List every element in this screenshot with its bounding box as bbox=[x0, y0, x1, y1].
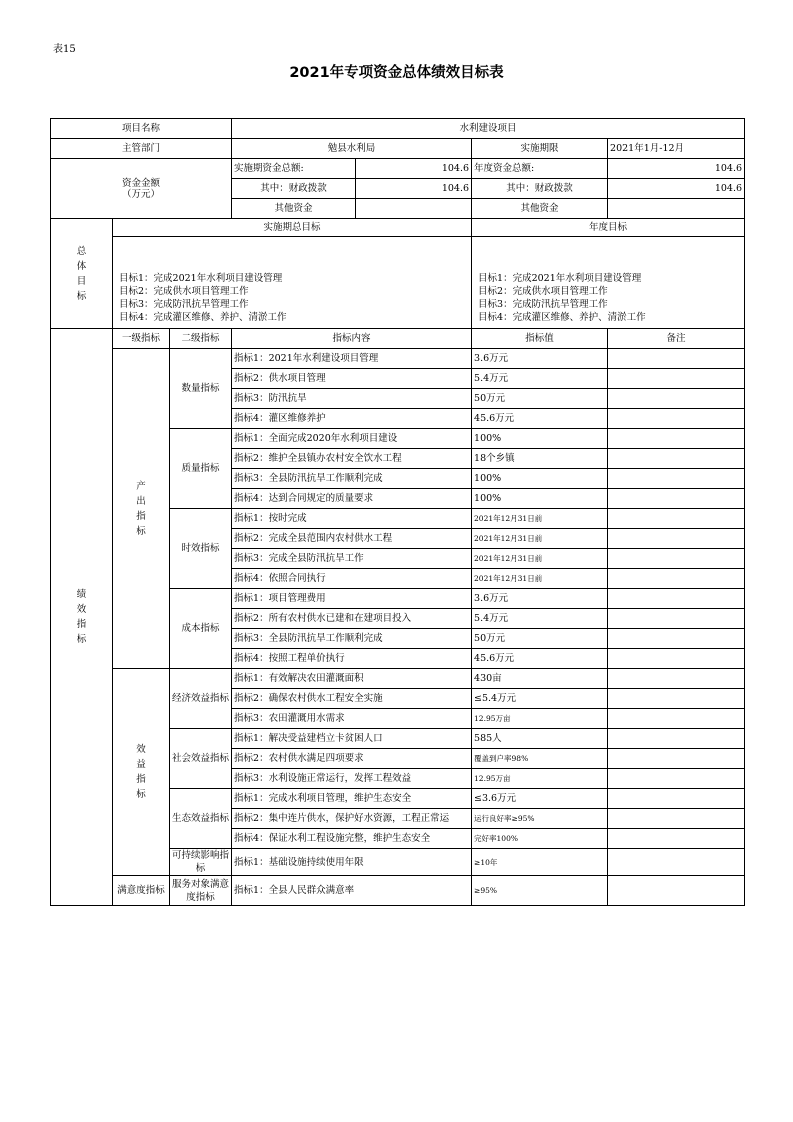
table-row bbox=[51, 669, 745, 689]
goal-line: 目标1：完成2021年水利项目建设管理 bbox=[119, 273, 283, 284]
benefit-indicators-label: 效 益 指 标 bbox=[113, 669, 170, 876]
indicator-content: 指标3：水利设施正常运行，发挥工程效益 bbox=[232, 769, 472, 789]
indicator-note bbox=[608, 689, 745, 709]
indicator-value: 2021年12月31日前 bbox=[472, 549, 608, 569]
indicator-note bbox=[608, 429, 745, 449]
indicator-value: 18个乡镇 bbox=[472, 449, 608, 469]
indicator-note bbox=[608, 349, 745, 369]
indicator-value: 完好率100% bbox=[472, 829, 608, 849]
goal-line: 目标1：完成2021年水利项目建设管理 bbox=[478, 273, 642, 284]
total-funds-label: 实施期资金总额: bbox=[232, 159, 356, 179]
document-label: 表15 bbox=[53, 44, 76, 55]
quantity-indicators-label: 数量指标 bbox=[170, 349, 232, 429]
indicator-value: 3.6万元 bbox=[472, 349, 608, 369]
indicator-value: 2021年12月31日前 bbox=[472, 509, 608, 529]
indicator-note bbox=[608, 489, 745, 509]
indicator-note bbox=[608, 849, 745, 876]
col-level2-header: 二级指标 bbox=[170, 329, 232, 349]
indicator-note bbox=[608, 669, 745, 689]
col-note-header: 备注 bbox=[608, 329, 745, 349]
indicator-note bbox=[608, 729, 745, 749]
indicator-content: 指标4：灌区维修养护 bbox=[232, 409, 472, 429]
satisfaction-indicators-label: 满意度指标 bbox=[113, 876, 170, 906]
indicator-value: 12.95万亩 bbox=[472, 769, 608, 789]
col-level1-header: 一级指标 bbox=[113, 329, 170, 349]
indicator-content: 指标4：保证水利工程设施完整，维护生态安全 bbox=[232, 829, 472, 849]
funds-label: 资金金额 bbox=[122, 177, 161, 189]
indicator-value: ≥10年 bbox=[472, 849, 608, 876]
indicator-content: 指标4：依照合同执行 bbox=[232, 569, 472, 589]
total-funds-value: 104.6 bbox=[356, 159, 472, 179]
overall-goals-label: 总 体 目 标 bbox=[51, 219, 113, 329]
indicator-value: 覆盖到户率98% bbox=[472, 749, 608, 769]
indicator-value: 585人 bbox=[472, 729, 608, 749]
perf-indicators-label: 绩 效 指 标 bbox=[51, 329, 113, 906]
indicator-note bbox=[608, 609, 745, 629]
indicator-note bbox=[608, 369, 745, 389]
indicator-content: 指标1：有效解决农田灌溉面积 bbox=[232, 669, 472, 689]
goal-line: 目标3：完成防汛抗旱管理工作 bbox=[119, 299, 249, 310]
indicator-note bbox=[608, 409, 745, 429]
goal-line: 目标4：完成灌区维修、养护、清淤工作 bbox=[119, 312, 287, 323]
timeliness-indicators-label: 时效指标 bbox=[170, 509, 232, 589]
other-funds-label: 其他资金 bbox=[232, 199, 356, 219]
service-indicators-label: 服务对象满意度指标 bbox=[170, 876, 232, 906]
indicator-content: 指标4：达到合同规定的质量要求 bbox=[232, 489, 472, 509]
indicator-content: 指标3：全县防汛抗旱工作顺利完成 bbox=[232, 469, 472, 489]
indicator-value: 50万元 bbox=[472, 629, 608, 649]
indicator-note bbox=[608, 469, 745, 489]
indicator-value: 430亩 bbox=[472, 669, 608, 689]
indicator-value: 2021年12月31日前 bbox=[472, 529, 608, 549]
indicator-content: 指标1：解决受益建档立卡贫困人口 bbox=[232, 729, 472, 749]
annual-other-value bbox=[608, 199, 745, 219]
indicator-content: 指标2：确保农村供水工程安全实施 bbox=[232, 689, 472, 709]
dept-label: 主管部门 bbox=[51, 139, 232, 159]
indicator-value: ≥95% bbox=[472, 876, 608, 906]
output-indicators-label: 产 出 指 标 bbox=[113, 349, 170, 669]
indicator-content: 指标3：农田灌溉用水需求 bbox=[232, 709, 472, 729]
indicator-value: 45.6万元 bbox=[472, 409, 608, 429]
table-row bbox=[51, 349, 745, 369]
indicator-note bbox=[608, 449, 745, 469]
period-value: 2021年1月-12月 bbox=[608, 139, 745, 159]
indicator-content: 指标2：集中连片供水，保护好水资源，工程正常运 bbox=[232, 809, 472, 829]
indicator-value: 5.4万元 bbox=[472, 369, 608, 389]
indicator-content: 指标3：完成全县防汛抗旱工作 bbox=[232, 549, 472, 569]
indicator-content: 指标2：所有农村供水已建和在建项目投入 bbox=[232, 609, 472, 629]
indicator-note bbox=[608, 629, 745, 649]
economic-indicators-label: 经济效益指标 bbox=[170, 669, 232, 729]
indicator-content: 指标2：供水项目管理 bbox=[232, 369, 472, 389]
indicator-content: 指标3：防汛抗旱 bbox=[232, 389, 472, 409]
period-label: 实施期限 bbox=[472, 139, 608, 159]
col-value-header: 指标值 bbox=[472, 329, 608, 349]
indicator-content: 指标1：项目管理费用 bbox=[232, 589, 472, 609]
indicator-content: 指标2：完成全县范围内农村供水工程 bbox=[232, 529, 472, 549]
impl-goals-text bbox=[113, 237, 472, 329]
indicator-content: 指标4：按照工程单价执行 bbox=[232, 649, 472, 669]
indicator-note bbox=[608, 876, 745, 906]
annual-funds-label: 年度资金总额: bbox=[472, 159, 608, 179]
cost-indicators-label: 成本指标 bbox=[170, 589, 232, 669]
indicator-content: 指标2：维护全县镇办农村安全饮水工程 bbox=[232, 449, 472, 469]
annual-goals-header: 年度目标 bbox=[472, 219, 745, 237]
indicator-value: 100% bbox=[472, 429, 608, 449]
goal-line: 目标4：完成灌区维修、养护、清淤工作 bbox=[478, 312, 646, 323]
fiscal-label: 其中：财政拨款 bbox=[232, 179, 356, 199]
indicator-note bbox=[608, 709, 745, 729]
funds-label-cell bbox=[51, 159, 232, 219]
indicator-value: 5.4万元 bbox=[472, 609, 608, 629]
indicator-value: 12.95万亩 bbox=[472, 709, 608, 729]
indicator-note bbox=[608, 649, 745, 669]
indicator-note bbox=[608, 769, 745, 789]
dept-value: 勉县水利局 bbox=[232, 139, 472, 159]
indicator-value: 运行良好率≥95% bbox=[472, 809, 608, 829]
impl-goals-header: 实施期总目标 bbox=[113, 219, 472, 237]
indicator-value: 3.6万元 bbox=[472, 589, 608, 609]
indicator-note bbox=[608, 549, 745, 569]
col-content-header: 指标内容 bbox=[232, 329, 472, 349]
indicator-content: 指标2：农村供水满足四项要求 bbox=[232, 749, 472, 769]
quality-indicators-label: 质量指标 bbox=[170, 429, 232, 509]
project-name-value: 水利建设项目 bbox=[232, 119, 745, 139]
indicator-value: 100% bbox=[472, 489, 608, 509]
indicator-note bbox=[608, 789, 745, 809]
indicator-note bbox=[608, 809, 745, 829]
funds-unit: （万元） bbox=[122, 188, 161, 200]
sustain-indicators-label: 可持续影响指标 bbox=[170, 849, 232, 876]
indicator-note bbox=[608, 749, 745, 769]
annual-fiscal-label: 其中：财政拨款 bbox=[472, 179, 608, 199]
fiscal-value: 104.6 bbox=[356, 179, 472, 199]
indicator-content: 指标1：2021年水利建设项目管理 bbox=[232, 349, 472, 369]
annual-goals-text bbox=[472, 237, 745, 329]
indicator-content: 指标1：按时完成 bbox=[232, 509, 472, 529]
indicator-content: 指标1：全面完成2020年水利项目建设 bbox=[232, 429, 472, 449]
annual-other-label: 其他资金 bbox=[472, 199, 608, 219]
indicator-note bbox=[608, 389, 745, 409]
goal-line: 目标2：完成供水项目管理工作 bbox=[478, 286, 608, 297]
indicator-content: 指标3：全县防汛抗旱工作顺利完成 bbox=[232, 629, 472, 649]
eco-indicators-label: 生态效益指标 bbox=[170, 789, 232, 849]
indicator-content: 指标1：全县人民群众满意率 bbox=[232, 876, 472, 906]
page-title: 2021年专项资金总体绩效目标表 bbox=[289, 65, 504, 81]
annual-funds-value: 104.6 bbox=[608, 159, 745, 179]
annual-fiscal-value: 104.6 bbox=[608, 179, 745, 199]
table-row bbox=[51, 876, 745, 906]
indicator-value: 2021年12月31日前 bbox=[472, 569, 608, 589]
indicator-note bbox=[608, 829, 745, 849]
indicator-note bbox=[608, 529, 745, 549]
other-funds-value bbox=[356, 199, 472, 219]
indicator-value: ≤5.4万元 bbox=[472, 689, 608, 709]
indicator-note bbox=[608, 569, 745, 589]
goal-line: 目标3：完成防汛抗旱管理工作 bbox=[478, 299, 608, 310]
indicator-value: 45.6万元 bbox=[472, 649, 608, 669]
social-indicators-label: 社会效益指标 bbox=[170, 729, 232, 789]
indicator-note bbox=[608, 589, 745, 609]
indicator-value: 50万元 bbox=[472, 389, 608, 409]
indicator-note bbox=[608, 509, 745, 529]
indicator-value: ≤3.6万元 bbox=[472, 789, 608, 809]
project-name-label: 项目名称 bbox=[51, 119, 232, 139]
performance-table bbox=[50, 118, 745, 906]
indicator-content: 指标1：基础设施持续使用年限 bbox=[232, 849, 472, 876]
goal-line: 目标2：完成供水项目管理工作 bbox=[119, 286, 249, 297]
indicator-value: 100% bbox=[472, 469, 608, 489]
indicator-content: 指标1：完成水利项目管理，维护生态安全 bbox=[232, 789, 472, 809]
